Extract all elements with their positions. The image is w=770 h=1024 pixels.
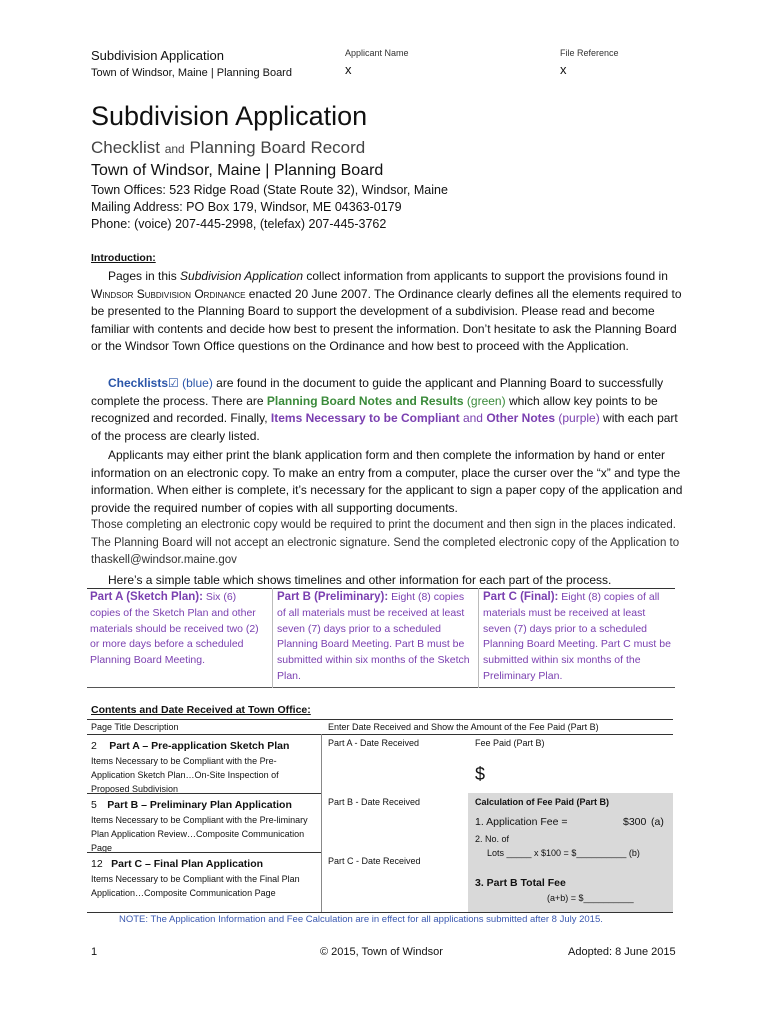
- contents-row-b: [91, 795, 319, 855]
- header-doc-subtitle: Town of Windsor, Maine | Planning Board: [91, 67, 292, 79]
- file-reference-label: File Reference: [560, 48, 619, 58]
- row-a-desc: Items Necessary to be Compliant with the Pre-Application Sketch Plan…On-Site Inspection of Proposed Subdivision: [91, 756, 279, 794]
- green-label: (green): [463, 393, 506, 408]
- intro-paragraph-4: Those completing an electronic copy would be required to print the document and then sign in the places indicated. The Planning Board will not accept an electronic signature. Send the completed electronic copy of the Application to thaskell@windsor.maine.gov: [91, 519, 680, 567]
- contents-row-a: [91, 736, 319, 796]
- part-c-date-label: Part C - Date Received: [328, 856, 421, 866]
- part-b-heading: Part B (Preliminary):: [277, 591, 389, 603]
- checklists-label: Checklists: [108, 376, 169, 390]
- contents-heading: Contents and Date Received at Town Office:: [91, 704, 311, 716]
- intro-paragraph-2: [91, 375, 683, 445]
- row-b-title: Part B – Preliminary Plan Application: [107, 799, 292, 811]
- adopted-date: Adopted: 8 June 2015: [568, 946, 676, 958]
- col-left-header: Page Title Description: [91, 722, 179, 732]
- copyright: © 2015, Town of Windsor: [320, 946, 443, 958]
- town-offices: Town Offices: 523 Ridge Road (State Route 32), Windsor, Maine: [91, 183, 448, 197]
- fee-paid-field[interactable]: $: [475, 764, 486, 784]
- row-b-page: 5: [91, 799, 97, 811]
- part-c-cell: [483, 590, 671, 685]
- page-number: 1: [91, 946, 98, 958]
- subtitle-checklist: Checklist: [91, 138, 160, 157]
- part-c-heading: Part C (Final):: [483, 591, 559, 603]
- p2-text-c: are found in the document to guide the applicant and Planning Board to successfully complete the process. There are: [91, 376, 664, 408]
- part-a-date-label: Part A - Date Received: [328, 738, 420, 748]
- app-fee-value: $300: [623, 816, 647, 828]
- checkbox-icon: ☑: [168, 376, 179, 390]
- row-a-title: Part A – Pre-application Sketch Plan: [109, 740, 290, 752]
- app-fee-tag: (a): [651, 816, 664, 828]
- intro-paragraph-1: [91, 268, 683, 356]
- row-a-page: 2: [91, 740, 97, 752]
- blue-label: (blue): [178, 376, 213, 390]
- row-c-title: Part C – Final Plan Application: [111, 858, 264, 870]
- intro-paragraph-3: Applicants may either print the blank application form and then complete the information by hand or enter information on an electronic copy. To make an entry from a computer, place the curser over the “x” and type the information. When either is complete, it’s necessary for the applicant to sign a paper copy of the application and provide the required number of copies with all supporting documents.: [91, 448, 683, 515]
- p1-ordinance: Windsor Subdivision Ordinance: [91, 286, 246, 301]
- part-b-cell: [277, 590, 473, 685]
- phone-numbers: Phone: (voice) 207-445-2998, (telefax) 207-445-3762: [91, 217, 387, 231]
- p1-text-c: collect information from applicants to support the provisions found in: [303, 269, 668, 283]
- part-c-body: Eight (8) copies of all materials must be received at least seven (7) days prior to a scheduled Planning Board Meeting. Part C must be submitted within six months of the Preliminary Plan.: [483, 591, 671, 682]
- subtitle-and: and: [164, 142, 185, 156]
- calc-title: Calculation of Fee Paid (Part B): [475, 797, 610, 807]
- other-notes-label: Other Notes: [486, 411, 556, 426]
- subtitle: [91, 138, 365, 158]
- part-a-heading: Part A (Sketch Plan):: [90, 591, 203, 603]
- items-necessary-label: Items Necessary to be Compliant: [270, 411, 460, 426]
- row-b-desc: Items Necessary to be Compliant with the Pre-liminary Plan Application Review…Composite Communication Page: [91, 815, 308, 853]
- p1-text-b: Subdivision Application: [180, 269, 304, 283]
- contents-row-c: [91, 854, 319, 900]
- calc-line-2b[interactable]: Lots _____ x $100 = $__________ (b): [487, 848, 640, 858]
- p2-and: and: [459, 411, 487, 426]
- part-a-body: Six (6) copies of the Sketch Plan and other materials should be received two (2) or more days before a scheduled Planning Board Meeting.: [90, 591, 259, 667]
- calc-line-1: [475, 816, 665, 828]
- fee-note: NOTE: The Application Information and Fee Calculation are in effect for all applications submitted after 8 July 2015.: [119, 914, 603, 925]
- total-fee-line[interactable]: (a+b) = $__________: [547, 893, 634, 903]
- applicant-name-label: Applicant Name: [345, 48, 409, 58]
- header-doc-title: Subdivision Application: [91, 48, 224, 63]
- pb-notes-label: Planning Board Notes and Results: [266, 393, 464, 408]
- total-fee-title: 3. Part B Total Fee: [475, 877, 566, 889]
- file-reference-field[interactable]: x: [560, 62, 567, 77]
- p1-text-e: enacted 20 June 2007. The Ordinance clearly defines all the elements required to be presented to the Planning Board to support the development of a subdivision. Please read and become familiar with contents and decide how best to present the information. Don’t hesitate to ask the Planning Board or the Windsor Town Office questions on the Ordinance and how best to proceed with the Application.: [91, 286, 682, 354]
- main-title: Subdivision Application: [91, 101, 368, 131]
- calc-line-2a: 2. No. of: [475, 834, 510, 844]
- applicant-name-field[interactable]: x: [345, 62, 352, 77]
- app-fee-label: 1. Application Fee =: [475, 816, 568, 828]
- part-b-body: Eight (8) copies of all materials must be received at least seven (7) days prior to a scheduled Planning Board Meeting. Part B must be submitted within six months of the Sketch Plan.: [277, 591, 470, 682]
- part-b-date-label: Part B - Date Received: [328, 797, 421, 807]
- col-right-header: Enter Date Received and Show the Amount of the Fee Paid (Part B): [328, 722, 599, 732]
- fee-paid-label: Fee Paid (Part B): [475, 738, 545, 748]
- p2-text-k: with each part of the process are clearly listed.: [91, 411, 678, 443]
- p2-text-f: which allow key points to be recognized and recorded. Finally,: [91, 393, 658, 426]
- purple-label: (purple): [555, 411, 600, 426]
- town-title: Town of Windsor, Maine | Planning Board: [91, 162, 384, 179]
- intro-paragraph-5: Here’s a simple table which shows timelines and other information for each part of the process.: [108, 573, 612, 587]
- contents-table: [87, 719, 673, 912]
- row-c-desc: Items Necessary to be Compliant with the Final Plan Application…Composite Communication Page: [91, 874, 300, 898]
- address-block: [91, 182, 691, 233]
- p1-text-a: Pages in this: [108, 269, 181, 283]
- subtitle-record: Planning Board Record: [189, 138, 366, 157]
- mailing-address: Mailing Address: PO Box 179, Windsor, ME 04363-0179: [91, 200, 402, 214]
- row-c-page: 12: [91, 858, 103, 870]
- part-a-cell: [90, 590, 266, 669]
- intro-heading: Introduction:: [91, 252, 156, 264]
